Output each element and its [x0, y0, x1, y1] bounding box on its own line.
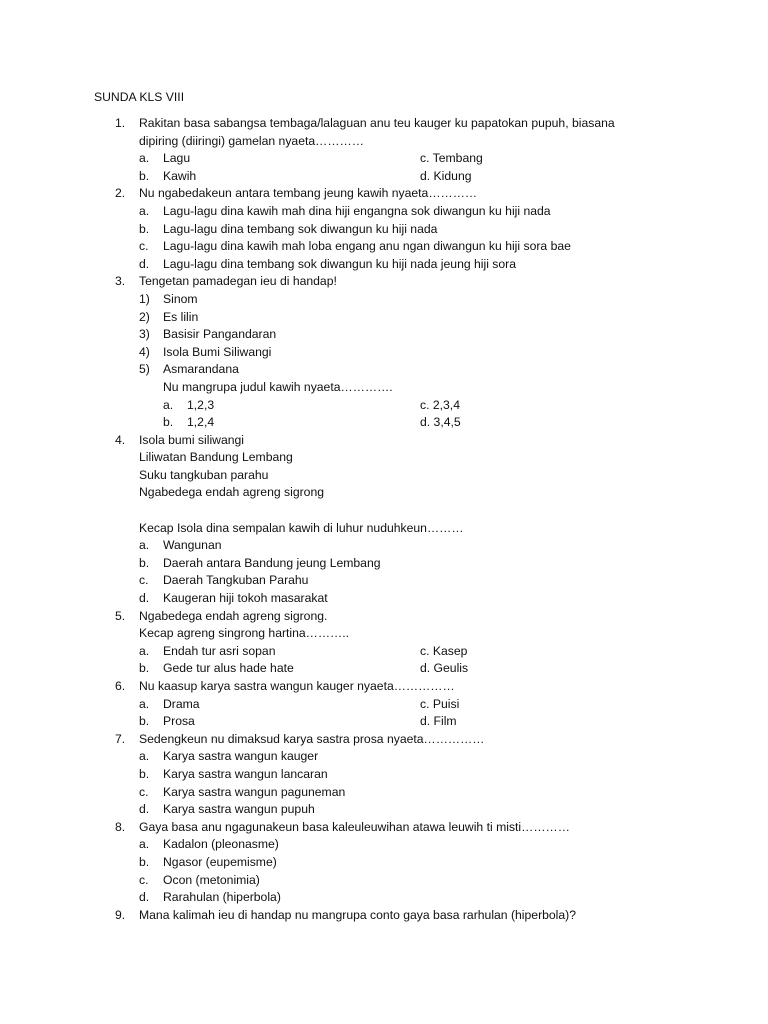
question-text-line — [0, 467, 768, 485]
option-letter: a. — [139, 837, 150, 852]
option-text: 1,2,4 — [187, 415, 215, 430]
question-text: Gaya basa anu ngagunakeun basa kaleuleuwihan atawa leuwih ti misti………… — [139, 819, 570, 834]
question-text: Kecap Isola dina sempalan kawih di luhur nuduhkeun……… — [139, 520, 464, 535]
option-text: Endah tur asri sopan — [163, 643, 276, 658]
question-text: Nu kaasup karya sastra wangun kauger nyaeta…………… — [139, 679, 455, 693]
answer-option — [0, 889, 768, 907]
option-text: Karya sastra wangun kauger — [163, 749, 319, 764]
answer-option — [0, 414, 768, 432]
question-number: 4. — [115, 432, 126, 447]
option-right: d. 3,4,5 — [420, 415, 461, 430]
statement-number: 5) — [139, 362, 150, 377]
statement-number: 3) — [139, 327, 150, 342]
option-right: c. 2,3,4 — [420, 397, 460, 412]
answer-option — [0, 836, 768, 854]
option-letter: c. — [139, 239, 149, 254]
option-letter: b. — [139, 168, 150, 183]
answer-option — [0, 572, 768, 590]
answer-option — [0, 168, 768, 186]
option-text: Daerah Tangkuban Parahu — [163, 573, 309, 588]
answer-option — [0, 221, 768, 239]
option-letter: d. — [139, 802, 150, 817]
statement-text: Isola Bumi Siliwangi — [163, 344, 272, 359]
question-number: 8. — [115, 819, 126, 834]
option-text: Kadalon (pleonasme) — [163, 837, 279, 852]
option-text: Drama — [163, 696, 200, 711]
statement-number: 2) — [139, 309, 150, 324]
question-text-line — [0, 115, 768, 133]
statement-item — [0, 361, 768, 379]
answer-option — [0, 713, 768, 731]
statement-item — [0, 291, 768, 309]
option-letter: d. — [139, 256, 150, 271]
option-letter: b. — [139, 661, 150, 676]
option-text: Prosa — [163, 714, 195, 729]
question-number: 7. — [115, 731, 126, 746]
statement-text: Asmarandana — [163, 362, 239, 377]
question-text: Nu ngabedakeun antara tembang jeung kawih nyaeta………… — [139, 186, 478, 201]
option-text: Gede tur alus hade hate — [163, 661, 294, 676]
question-text: Sedengkeun nu dimaksud karya sastra prosa nyaeta…………… — [139, 731, 485, 746]
question-text: Ngabedega endah agreng sigrong — [139, 485, 324, 500]
question-text-line — [0, 907, 768, 925]
answer-option — [0, 590, 768, 608]
option-letter: c. — [139, 573, 149, 588]
statement-text: Sinom — [163, 291, 198, 306]
statement-number: 4) — [139, 344, 150, 359]
option-text: Karya sastra wangun lancaran — [163, 766, 328, 781]
question-list — [0, 115, 768, 924]
option-letter: b. — [163, 415, 174, 430]
answer-option — [0, 660, 768, 678]
question-text: Suku tangkuban parahu — [139, 467, 269, 482]
question-text-line — [0, 520, 768, 538]
question-text-line — [0, 133, 768, 151]
option-letter: a. — [139, 643, 150, 658]
question-item — [0, 608, 768, 678]
question-text-line — [0, 731, 768, 749]
answer-option — [0, 766, 768, 784]
option-text: Ocon (metonimia) — [163, 872, 260, 887]
question-text-line — [0, 432, 768, 450]
option-letter: a. — [139, 538, 150, 553]
answer-option — [0, 238, 768, 256]
statement-number: 1) — [139, 291, 150, 306]
option-text: Daerah antara Bandung jeung Lembang — [163, 555, 381, 570]
answer-option — [0, 256, 768, 274]
question-text: Tengetan pamadegan ieu di handap! — [139, 274, 337, 289]
question-prompt — [0, 379, 768, 397]
question-number: 5. — [115, 608, 126, 623]
option-right: c. Puisi — [420, 696, 460, 711]
answer-option — [0, 150, 768, 168]
question-text-line — [0, 625, 768, 643]
statement-text: Basisir Pangandaran — [163, 327, 277, 342]
question-text-line — [0, 502, 768, 520]
option-letter: a. — [139, 749, 150, 764]
option-text: Karya sastra wangun pupuh — [163, 802, 315, 817]
option-letter: a. — [139, 151, 150, 166]
option-text: Lagu-lagu dina tembang sok diwangun ku hiji nada — [163, 221, 438, 236]
question-text-line — [0, 608, 768, 626]
option-letter: b. — [139, 555, 150, 570]
statement-item — [0, 344, 768, 362]
question-item — [0, 907, 768, 925]
question-number: 6. — [115, 679, 126, 693]
option-letter: b. — [139, 221, 150, 236]
option-text: Kawih — [163, 168, 197, 183]
option-letter: a. — [163, 397, 174, 412]
question-text-line — [0, 185, 768, 203]
option-right: c. Kasep — [420, 643, 468, 658]
document-title: SUNDA KLS VIII — [94, 90, 185, 104]
question-text-line — [0, 449, 768, 467]
option-right: d. Geulis — [420, 661, 469, 676]
question-number: 2. — [115, 186, 126, 201]
question-item — [0, 731, 768, 819]
statement-item — [0, 326, 768, 344]
answer-option — [0, 748, 768, 766]
question-item — [0, 273, 768, 431]
statement-text: Es lilin — [163, 309, 199, 324]
answer-option — [0, 643, 768, 661]
option-right: d. Kidung — [420, 168, 472, 183]
option-right: c. Tembang — [420, 151, 483, 166]
answer-option — [0, 784, 768, 802]
option-text: Rarahulan (hiperbola) — [163, 890, 281, 905]
option-text: Karya sastra wangun paguneman — [163, 784, 346, 799]
option-text: Ngasor (eupemisme) — [163, 854, 277, 869]
option-letter: b. — [139, 766, 150, 781]
answer-option — [0, 801, 768, 819]
answer-option — [0, 854, 768, 872]
option-text: Lagu-lagu dina kawih mah dina hiji engangna sok diwangun ku hiji nada — [163, 203, 551, 218]
answer-option — [0, 397, 768, 415]
option-text: Wangunan — [163, 538, 222, 553]
option-right: d. Film — [420, 714, 457, 729]
option-letter: d. — [139, 591, 150, 606]
answer-option — [0, 555, 768, 573]
question-item — [0, 115, 768, 185]
question-text: Liliwatan Bandung Lembang — [139, 450, 293, 465]
question-item — [0, 185, 768, 273]
question-item — [0, 819, 768, 907]
option-letter: c. — [139, 784, 149, 799]
question-text-line — [0, 678, 768, 696]
question-text: Kecap agreng singrong hartina……….. — [139, 626, 350, 641]
option-letter: b. — [139, 854, 150, 869]
question-text-line — [0, 819, 768, 837]
option-letter: c. — [139, 872, 149, 887]
question-text-line — [0, 273, 768, 291]
question-text: Isola bumi siliwangi — [139, 432, 244, 447]
question-text: dipiring (diiringi) gamelan nyaeta………… — [139, 133, 364, 148]
option-letter: a. — [139, 203, 150, 218]
answer-option — [0, 203, 768, 221]
option-letter: b. — [139, 714, 150, 729]
question-text: Ngabedega endah agreng sigrong. — [139, 608, 328, 623]
question-item — [0, 432, 768, 608]
option-text: 1,2,3 — [187, 397, 215, 412]
option-letter: a. — [139, 696, 150, 711]
option-text: Lagu-lagu dina kawih mah loba engang anu ngan diwangun ku hiji sora bae — [163, 239, 571, 254]
answer-option — [0, 872, 768, 890]
question-number: 9. — [115, 907, 126, 922]
answer-option — [0, 537, 768, 555]
question-text-line — [0, 484, 768, 502]
option-text: Lagu-lagu dina tembang sok diwangun ku hiji nada jeung hiji sora — [163, 256, 517, 271]
question-number: 1. — [115, 116, 126, 130]
statement-item — [0, 309, 768, 327]
option-text: Kaugeran hiji tokoh masarakat — [163, 591, 328, 606]
question-number: 3. — [115, 274, 126, 289]
option-text: Lagu — [163, 151, 191, 166]
answer-option — [0, 696, 768, 714]
question-prompt-text: Nu mangrupa judul kawih nyaeta…………. — [163, 379, 393, 394]
question-text: Rakitan basa sabangsa tembaga/lalaguan anu teu kauger ku papatokan pupuh, biasana — [139, 116, 615, 130]
question-text: Mana kalimah ieu di handap nu mangrupa conto gaya basa rarhulan (hiperbola)? — [139, 907, 577, 922]
option-letter: d. — [139, 890, 150, 905]
question-item — [0, 678, 768, 731]
